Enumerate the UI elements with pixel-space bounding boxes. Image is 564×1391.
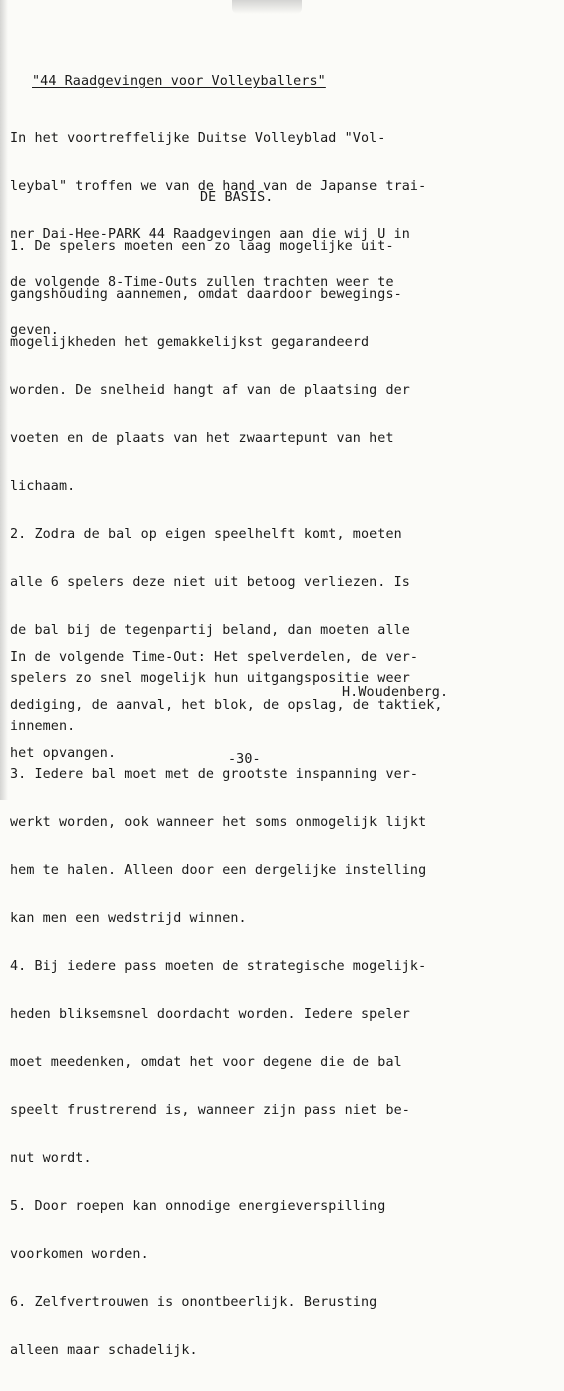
body-line: kan men een wedstrijd winnen. (10, 911, 247, 926)
body-line: mogelijkheden het gemakkelijkst gegarandeerd (10, 335, 370, 350)
body-line: voeten en de plaats van het zwaartepunt van het (10, 431, 394, 446)
closing-line: dediging, de aanval, het blok, de opslag, de taktiek, (10, 698, 443, 713)
body-line: alle 6 spelers deze niet uit betoog verliezen. Is (10, 575, 410, 590)
body-line: 2. Zodra de bal op eigen speelhelft komt, moeten (10, 527, 402, 542)
body-line: 6. Zelfvertrouwen is onontbeerlijk. Berusting (10, 1295, 378, 1310)
document-title: "44 Raadgevingen voor Volleyballers" (32, 74, 326, 89)
body-line: 1. De spelers moeten een zo laag mogelijke uit- (10, 239, 394, 254)
closing-line: In de volgende Time-Out: Het spelverdelen, de ver- (10, 650, 419, 665)
staple-mark (232, 0, 302, 14)
body-line: speelt frustrerend is, wanneer zijn pass niet be- (10, 1103, 410, 1118)
body-line: 5. Door roepen kan onnodige energieverspilling (10, 1199, 386, 1214)
page-number: -30- (228, 752, 261, 767)
body-line: nut wordt. (10, 1151, 92, 1166)
body-line: alleen maar schadelijk. (10, 1343, 198, 1358)
author-signature: H.Woudenberg. (342, 685, 449, 700)
body-line: heden bliksemsnel doordacht worden. Iedere speler (10, 1007, 410, 1022)
body-line: voorkomen worden. (10, 1247, 149, 1262)
body-line: 3. Iedere bal moet met de grootste inspanning ver- (10, 767, 419, 782)
body-line: worden. De snelheid hangt af van de plaatsing der (10, 383, 410, 398)
body-line: werkt worden, ook wanneer het soms onmogelijk lijkt (10, 815, 427, 830)
intro-line: geven. (10, 323, 59, 338)
intro-line: de volgende 8-Time-Outs zullen trachten weer te (10, 275, 394, 290)
body-line: spelers zo snel mogelijk hun uitgangspositie weer (10, 671, 410, 686)
section-heading: DE BASIS. (200, 190, 274, 205)
advice-list (10, 207, 426, 1391)
intro-line: In het voortreffelijke Duitse Volleyblad "Vol- (10, 131, 386, 146)
body-line: moet meedenken, omdat het voor degene die de bal (10, 1055, 402, 1070)
body-line: de bal bij de tegenpartij beland, dan moeten alle (10, 623, 410, 638)
closing-paragraph (10, 618, 443, 794)
body-line: gangshouding aannemen, omdat daardoor bewegings- (10, 287, 402, 302)
body-line: lichaam. (10, 479, 76, 494)
body-line: innemen. (10, 719, 76, 734)
closing-line: het opvangen. (10, 746, 117, 761)
body-line: hem te halen. Alleen door een dergelijke instelling (10, 863, 427, 878)
intro-line: leybal" troffen we van de hand van de Japanse trai- (10, 179, 427, 194)
page-edge-shadow (0, 0, 8, 800)
body-line: 4. Bij iedere pass moeten de strategische mogelijk- (10, 959, 427, 974)
intro-line: ner Dai-Hee-PARK 44 Raadgevingen aan die wij U in (10, 227, 410, 242)
